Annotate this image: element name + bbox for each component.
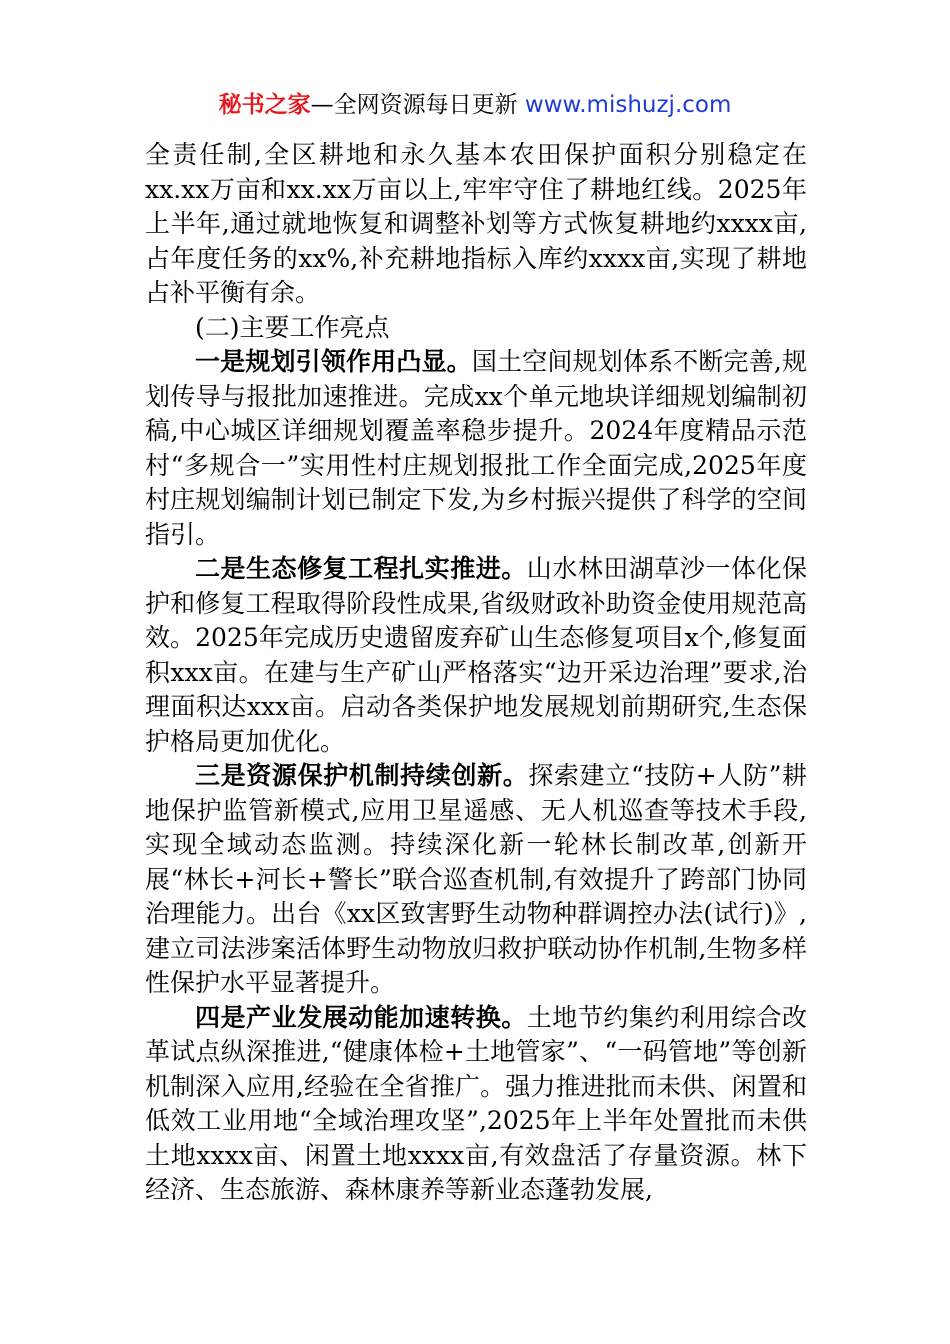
paragraph-text: 全责任制,全区耕地和永久基本农田保护面积分别稳定在xx.xx万亩和xx.xx万亩以上,牢牢守住了耕地红线。2025年上半年,通过就地恢复和调整补划等方式恢复耕地约xxxx亩,占年度任务的xx%,补充耕地指标入库约xxxx亩,实现了耕地占补平衡有余。 [145, 140, 807, 307]
paragraph-text: 山水林田湖草沙一体化保护和修复工程取得阶段性成果,省级财政补助资金使用规范高效。2025年完成历史遗留废弃矿山生态修复项目x个,修复面积xxx亩。在建与生产矿山严格落实“边开采边治理”要求,治理面积达xxx亩。启动各类保护地发展规划前期研究,生态保护格局更加优化。 [145, 554, 807, 756]
section-heading [145, 311, 807, 346]
paragraph-industry [145, 1001, 807, 1208]
paragraph-lead: 一是规划引领作用凸显。 [195, 347, 472, 376]
header-tagline: —全网资源每日更新 [310, 92, 518, 118]
document-body [145, 138, 807, 1208]
section-heading-text: (二)主要工作亮点 [195, 312, 390, 342]
paragraph-protection [145, 759, 807, 1001]
paragraph-lead: 二是生态修复工程扎实推进。 [195, 554, 527, 583]
paragraph-planning [145, 345, 807, 552]
paragraph-text: 国土空间规划体系不断完善,规划传导与报批加速推进。完成xx个单元地块详细规划编制初稿,中心城区详细规划覆盖率稳步提升。2024年度精品示范村“多规合一”实用性村庄规划报批工作全面完成,2025年度村庄规划编制计划已制定下发,为乡村振兴提供了科学的空间指引。 [145, 347, 807, 549]
paragraph-lead: 四是产业发展动能加速转换。 [195, 1002, 527, 1032]
paragraph-lead: 三是资源保护机制持续创新。 [195, 761, 529, 790]
paragraph-continuation [145, 138, 807, 311]
paragraph-text: 土地节约集约利用综合改革试点纵深推进,“健康体检+土地管家”、“一码管地”等创新机制深入应用,经验在全省推广。强力推进批而未供、闲置和低效工业用地“全域治理攻坚”,2025年上半年处置批而未供土地xxxx亩、闲置土地xxxx亩,有效盘活了存量资源。林下经济、生态旅游、森林康养等新业态蓬勃发展, [145, 1002, 807, 1204]
site-url-link[interactable]: www.mishuzj.com [524, 92, 732, 118]
brand-name: 秘书之家 [218, 92, 311, 118]
paragraph-text: 探索建立“技防+人防”耕地保护监管新模式,应用卫星遥感、无人机巡查等技术手段,实现全域动态监测。持续深化新一轮林长制改革,创新开展“林长+河长+警长”联合巡查机制,有效提升了跨部门协同治理能力。出台《xx区致害野生动物种群调控办法(试行)》,建立司法涉案活体野生动物放归救护联动协作机制,生物多样性保护水平显著提升。 [145, 761, 807, 997]
page-header [0, 88, 950, 122]
paragraph-ecology [145, 552, 807, 759]
